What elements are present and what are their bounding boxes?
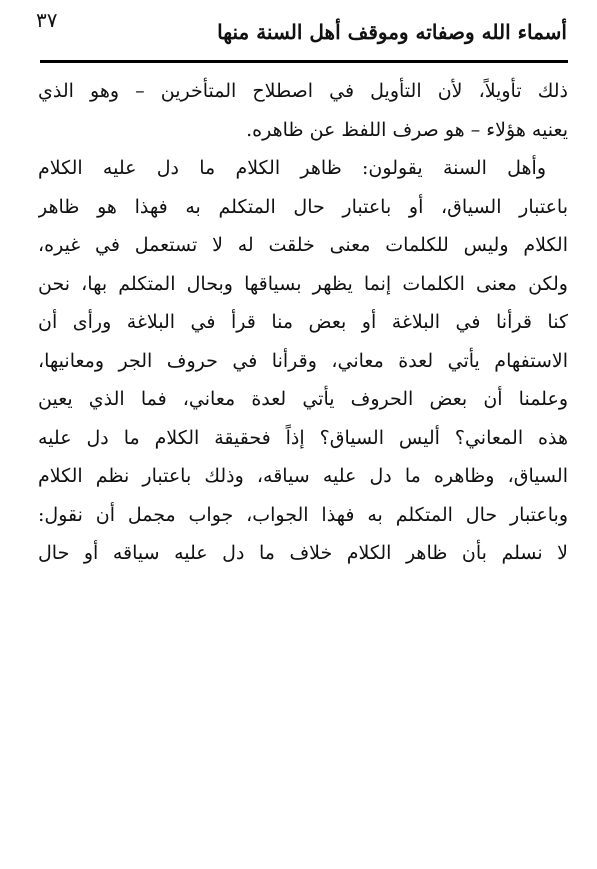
text-line: ولكن معنى الكلمات إنما يظهر بسياقها وبحال المتكلم بها، نحن: [38, 272, 568, 295]
text-line: لا نسلم بأن ظاهر الكلام خلاف ما دل عليه سياقه أو حال: [38, 542, 568, 564]
text-line: كنا قرأنا في البلاغة أو بعض منا قرأ في البلاغة ورأى أن: [38, 311, 568, 333]
text-line: السياق، وظاهره ما دل عليه سياقه، وذلك باعتبار نظم الكلام: [38, 465, 568, 487]
text-line: ذلك تأويلاً، لأن التأويل في اصطلاح المتأخرين – وهو الذي: [38, 80, 568, 102]
text-line: الاستفهام يأتي لعدة معاني، وقرأنا في حروف الجر ومعانيها،: [38, 349, 568, 372]
page-number: ٣٧: [36, 8, 58, 32]
text-line: الكلام وليس للكلمات معنى خلقت له لا تستعمل في غيره،: [38, 234, 568, 256]
text-line: وأهل السنة يقولون: ظاهر الكلام ما دل عليه الكلام: [38, 157, 546, 179]
text-line: يعنيه هؤلاء – هو صرف اللفظ عن ظاهره.: [246, 118, 568, 141]
text-line: باعتبار السياق، أو باعتبار حال المتكلم به فهذا هو ظاهر: [38, 195, 568, 218]
text-line: هذه المعاني؟ أليس السياق؟ إذاً فحقيقة الكلام ما دل عليه: [38, 426, 568, 449]
running-title: أسماء الله وصفاته وموقف أهل السنة منها: [217, 20, 567, 44]
header-rule: [40, 60, 568, 63]
page-header: [36, 8, 567, 56]
body-text: [38, 72, 568, 573]
text-line: وعلمنا أن بعض الحروف يأتي لعدة معاني، فما الذي يعين: [38, 388, 568, 410]
text-line: وباعتبار حال المتكلم به فهذا الجواب، جواب مجمل أن نقول:: [38, 503, 568, 526]
